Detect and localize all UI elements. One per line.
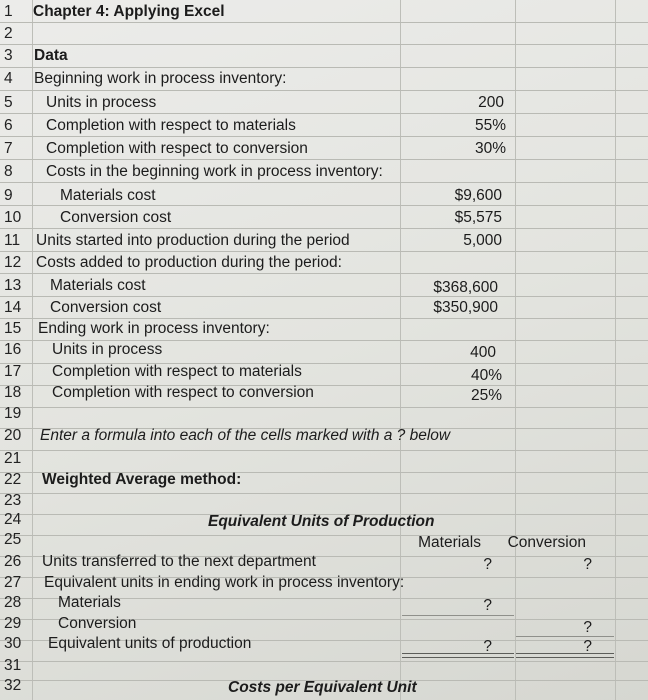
row-label[interactable]: Costs in the beginning work in process inventory: bbox=[46, 163, 383, 180]
formula-cell-materials[interactable]: ? bbox=[483, 638, 492, 655]
row-number: 27 bbox=[4, 574, 22, 591]
row-label[interactable]: Materials cost bbox=[50, 277, 146, 294]
row-label[interactable]: Completion with respect to conversion bbox=[46, 140, 308, 157]
formula-cell-conversion[interactable]: ? bbox=[583, 556, 592, 573]
cell-underline bbox=[516, 636, 614, 637]
row-number: 4 bbox=[4, 70, 13, 87]
row-12[interactable] bbox=[0, 252, 648, 274]
row-6[interactable] bbox=[0, 114, 648, 137]
row-number: 29 bbox=[4, 615, 22, 632]
row-label[interactable]: Conversion cost bbox=[60, 209, 172, 226]
row-label[interactable]: Completion with respect to materials bbox=[46, 117, 296, 134]
double-underline bbox=[516, 653, 614, 658]
row-number: 10 bbox=[4, 209, 22, 226]
row-value[interactable]: $350,900 bbox=[433, 299, 498, 316]
row-number: 26 bbox=[4, 553, 22, 570]
cell-underline bbox=[402, 615, 514, 616]
row-number: 12 bbox=[4, 254, 22, 271]
row-label[interactable]: Completion with respect to materials bbox=[52, 363, 302, 380]
row-number: 17 bbox=[4, 363, 22, 380]
row-value[interactable]: 55% bbox=[474, 117, 506, 134]
row-label[interactable]: Units started into production during the period bbox=[36, 232, 350, 249]
row-number: 24 bbox=[4, 511, 22, 528]
row-number: 14 bbox=[4, 299, 22, 316]
row-22[interactable] bbox=[0, 473, 648, 494]
data-heading[interactable]: Data bbox=[34, 47, 68, 64]
row-10[interactable] bbox=[0, 206, 648, 229]
row-number: 1 bbox=[4, 3, 13, 20]
row-13[interactable] bbox=[0, 274, 648, 297]
row-3[interactable] bbox=[0, 45, 648, 68]
row-number: 19 bbox=[4, 405, 22, 422]
row-label[interactable]: Equivalent units of production bbox=[48, 635, 252, 652]
row-8[interactable] bbox=[0, 160, 648, 183]
row-number: 5 bbox=[4, 94, 13, 111]
instruction-text[interactable]: Enter a formula into each of the cells marked with a ? below bbox=[40, 427, 451, 444]
row-number: 20 bbox=[4, 427, 22, 444]
method-heading[interactable]: Weighted Average method: bbox=[42, 471, 242, 488]
row-label[interactable]: Conversion cost bbox=[50, 299, 162, 316]
row-value[interactable]: $368,600 bbox=[433, 279, 498, 296]
row-number: 21 bbox=[4, 450, 22, 467]
double-underline bbox=[402, 653, 514, 658]
row-number: 23 bbox=[4, 492, 22, 509]
row-label[interactable]: Units in process bbox=[52, 341, 163, 358]
formula-cell-conversion[interactable]: ? bbox=[583, 638, 592, 655]
row-number: 6 bbox=[4, 117, 13, 134]
row-number: 31 bbox=[4, 657, 22, 674]
row-30[interactable] bbox=[0, 635, 648, 662]
row-15[interactable] bbox=[0, 319, 648, 341]
row-16[interactable] bbox=[0, 341, 648, 364]
row-number: 18 bbox=[4, 384, 22, 401]
row-11[interactable] bbox=[0, 229, 648, 252]
conversion-column-header[interactable]: Conversion bbox=[507, 534, 586, 551]
row-1[interactable] bbox=[0, 0, 648, 23]
row-4[interactable] bbox=[0, 68, 648, 91]
row-number: 3 bbox=[4, 47, 13, 64]
formula-cell-materials[interactable]: ? bbox=[483, 556, 492, 573]
sheet-title[interactable]: Chapter 4: Applying Excel bbox=[33, 3, 225, 20]
row-number: 7 bbox=[4, 140, 13, 157]
row-32[interactable] bbox=[0, 677, 648, 700]
row-label[interactable]: Conversion bbox=[58, 615, 137, 632]
row-18[interactable] bbox=[0, 386, 648, 408]
row-number: 25 bbox=[4, 531, 22, 548]
row-value[interactable]: 30% bbox=[474, 140, 506, 157]
row-number: 32 bbox=[4, 677, 22, 694]
row-9[interactable] bbox=[0, 183, 648, 206]
row-value[interactable]: $9,600 bbox=[454, 187, 502, 204]
row-7[interactable] bbox=[0, 137, 648, 160]
row-number: 15 bbox=[4, 320, 22, 337]
row-value[interactable]: 25% bbox=[470, 387, 502, 404]
materials-column-header[interactable]: Materials bbox=[418, 534, 481, 551]
row-label[interactable]: Ending work in process inventory: bbox=[38, 320, 270, 337]
row-14[interactable] bbox=[0, 297, 648, 319]
row-label[interactable]: Materials bbox=[58, 594, 121, 611]
row-label[interactable]: Materials cost bbox=[60, 187, 156, 204]
row-label[interactable]: Completion with respect to conversion bbox=[52, 384, 314, 401]
row-value[interactable]: 200 bbox=[478, 94, 504, 111]
formula-cell-conversion[interactable]: ? bbox=[583, 619, 592, 636]
row-number: 30 bbox=[4, 635, 22, 652]
row-label[interactable]: Beginning work in process inventory: bbox=[34, 70, 287, 87]
row-number: 16 bbox=[4, 341, 22, 358]
row-value[interactable]: 40% bbox=[470, 367, 502, 384]
row-value[interactable]: $5,575 bbox=[454, 209, 502, 226]
row-label[interactable]: Units transferred to the next department bbox=[42, 553, 316, 570]
section-title-equivalent-units[interactable]: Equivalent Units of Production bbox=[208, 513, 435, 530]
row-number: 9 bbox=[4, 187, 13, 204]
row-5[interactable] bbox=[0, 91, 648, 114]
row-number: 2 bbox=[4, 25, 13, 42]
row-20[interactable] bbox=[0, 429, 648, 451]
row-value[interactable]: 5,000 bbox=[463, 232, 502, 249]
section-title-cost-per-unit[interactable]: Costs per Equivalent Unit bbox=[228, 679, 417, 696]
row-number: 28 bbox=[4, 594, 22, 611]
row-value[interactable]: 400 bbox=[470, 344, 496, 361]
row-label[interactable]: Units in process bbox=[46, 94, 157, 111]
row-label[interactable]: Costs added to production during the period: bbox=[36, 254, 342, 271]
row-label[interactable]: Equivalent units in ending work in process inventory: bbox=[44, 574, 405, 591]
row-number: 8 bbox=[4, 163, 13, 180]
formula-cell-materials[interactable]: ? bbox=[483, 597, 492, 614]
row-2[interactable] bbox=[0, 23, 648, 45]
row-number: 11 bbox=[4, 232, 21, 249]
row-number: 13 bbox=[4, 277, 22, 294]
row-number: 22 bbox=[4, 471, 22, 488]
